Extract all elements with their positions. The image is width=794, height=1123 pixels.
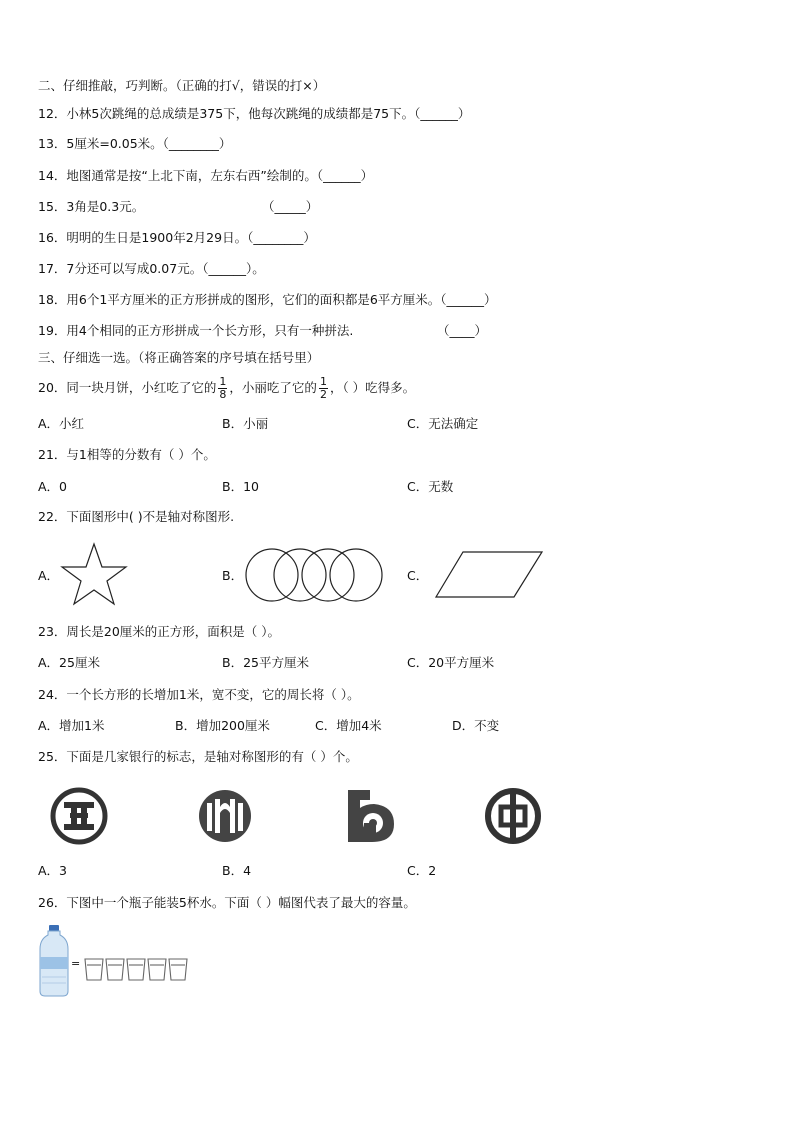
question-24: 24．一个长方形的长增加1米，宽不变，它的周长将（ ）。 bbox=[38, 687, 360, 702]
q21-option-c[interactable]: C．无数 bbox=[407, 479, 454, 494]
fraction-one-eighth bbox=[218, 376, 227, 401]
bank-logo-1-icon bbox=[50, 787, 108, 845]
q22-option-b[interactable]: B． bbox=[222, 568, 244, 583]
fraction-one-half bbox=[319, 376, 328, 401]
q20-option-a[interactable]: A．小红 bbox=[38, 416, 85, 431]
four-rings-figure bbox=[245, 547, 385, 603]
bank-logo-2-icon bbox=[196, 787, 254, 845]
water-cups-icon bbox=[84, 957, 190, 983]
q21-option-a[interactable]: A．0 bbox=[38, 479, 68, 494]
question-22: 22．下面图形中( )不是轴对称图形. bbox=[38, 509, 235, 524]
question-16: 16．明明的生日是1900年2月29日。（________） bbox=[38, 230, 316, 245]
question-13: 13．5厘米=0.05米。（________） bbox=[38, 136, 232, 151]
fraction-denominator: 2 bbox=[319, 388, 327, 401]
question-20-text-b: ，小丽吃了它的 bbox=[229, 380, 317, 395]
question-20-text-c: ，（ ）吃得多。 bbox=[329, 380, 416, 395]
q24-option-c[interactable]: C．增加4米 bbox=[315, 718, 382, 733]
parallelogram-figure bbox=[435, 551, 545, 599]
q22-option-a[interactable]: A． bbox=[38, 568, 60, 583]
question-15-blank[interactable]: （_____） bbox=[262, 199, 319, 214]
question-12: 12．小林5次跳绳的总成绩是375下，他每次跳绳的成绩都是75下。（______） bbox=[38, 106, 471, 121]
section3-heading: 三、仔细选一选。（将正确答案的序号填在括号里） bbox=[38, 350, 320, 365]
question-18: 18．用6个1平方厘米的正方形拼成的图形，它们的面积都是6平方厘米。（______） bbox=[38, 292, 497, 307]
fraction-denominator: 8 bbox=[219, 388, 227, 401]
bank-logo-4-icon bbox=[484, 787, 542, 845]
q23-option-a[interactable]: A．25厘米 bbox=[38, 655, 100, 670]
bank-logo-3-icon bbox=[340, 786, 400, 846]
star-figure bbox=[61, 543, 131, 607]
section2-heading: 二、仔细推敲，巧判断。（正确的打√，错误的打×） bbox=[38, 78, 326, 93]
question-26: 26．下图中一个瓶子能装5杯水。下面（ ）幅图代表了最大的容量。 bbox=[38, 895, 416, 910]
q24-option-b[interactable]: B．增加200厘米 bbox=[175, 718, 270, 733]
q24-option-d[interactable]: D．不变 bbox=[452, 718, 500, 733]
q23-option-c[interactable]: C．20平方厘米 bbox=[407, 655, 495, 670]
question-23: 23．周长是20厘米的正方形，面积是（ ）。 bbox=[38, 624, 281, 639]
q21-option-b[interactable]: B．10 bbox=[222, 479, 259, 494]
q22-option-c[interactable]: C． bbox=[407, 568, 429, 583]
question-21: 21．与1相等的分数有（ ）个。 bbox=[38, 447, 216, 462]
q24-option-a[interactable]: A．增加1米 bbox=[38, 718, 105, 733]
q23-option-b[interactable]: B．25平方厘米 bbox=[222, 655, 309, 670]
question-20-text-a: 20．同一块月饼，小红吃了它的 bbox=[38, 380, 217, 395]
fraction-numerator: 1 bbox=[319, 375, 327, 388]
question-25: 25．下面是几家银行的标志，是轴对称图形的有（ ）个。 bbox=[38, 749, 358, 764]
question-17: 17．7分还可以写成0.07元。（______）。 bbox=[38, 261, 265, 276]
question-20 bbox=[38, 374, 415, 402]
question-15: 15．3角是0.3元。 bbox=[38, 199, 145, 214]
q20-option-b[interactable]: B．小丽 bbox=[222, 416, 269, 431]
equals-sign: = bbox=[71, 957, 81, 970]
fraction-numerator: 1 bbox=[219, 375, 227, 388]
question-14: 14．地图通常是按“上北下南，左东右西”绘制的。（______） bbox=[38, 168, 374, 183]
q25-option-b[interactable]: B．4 bbox=[222, 863, 252, 878]
question-19-blank[interactable]: （____） bbox=[437, 323, 488, 338]
q20-option-c[interactable]: C．无法确定 bbox=[407, 416, 479, 431]
q25-option-a[interactable]: A．3 bbox=[38, 863, 68, 878]
water-bottle-icon bbox=[38, 925, 70, 997]
q25-option-c[interactable]: C．2 bbox=[407, 863, 437, 878]
question-19: 19．用4个相同的正方形拼成一个长方形，只有一种拼法. bbox=[38, 323, 354, 338]
